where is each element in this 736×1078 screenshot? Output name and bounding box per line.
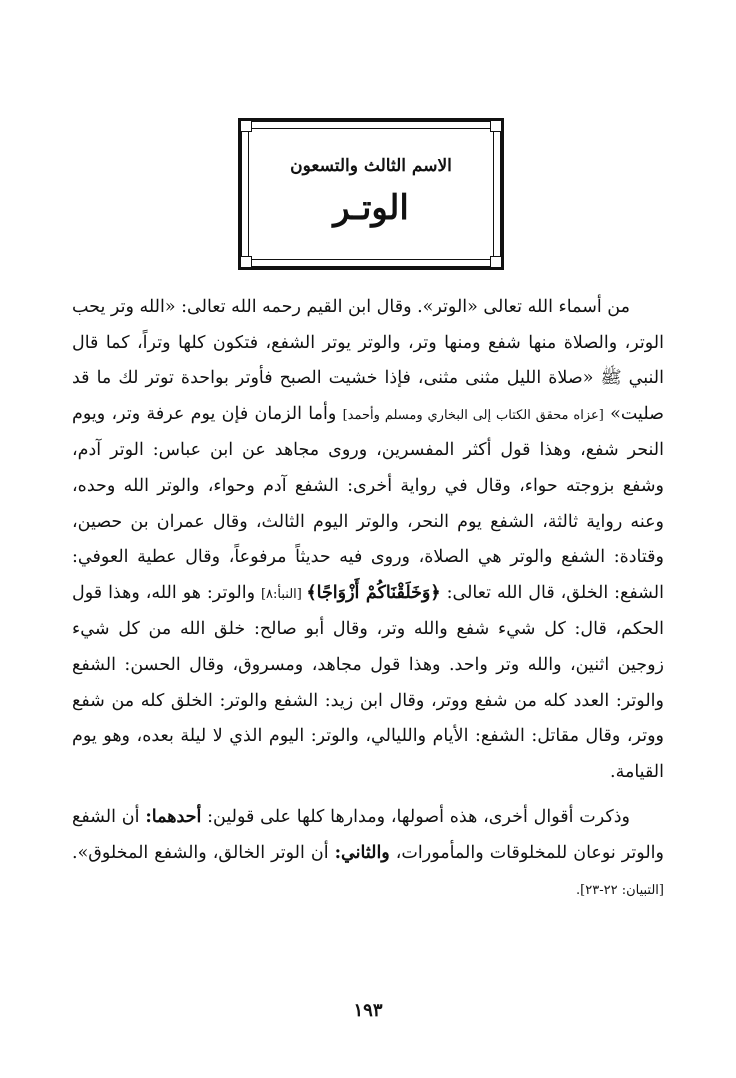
title-frame [238, 118, 504, 270]
paragraph-text: أن الوتر الخالق، والشفع المخلوق». [72, 842, 335, 863]
chapter-subtitle: الاسم الثالث والتسعون [290, 156, 452, 176]
paragraph-text: من أسماء الله تعالى «الوتر». وقال ابن القيم رحمه الله تعالى: «الله وتر يحب الوتر، والصلاة منها شفع ومنها وتر، والوتر يوتر الشفع، فتكون كلها وتراً، كما قال النبي ﷺ «صلاة الليل مثنى مثنى، فإذا خشيت الصبح فأوتر بواحدة توتر لك ما قد صليت» [72, 297, 664, 424]
page-number: ١٩٣ [353, 1000, 383, 1021]
chapter-title: الوتـر [333, 188, 409, 228]
emphasis-text: أحدهما: [145, 807, 202, 828]
body-text [72, 290, 664, 908]
paragraph [72, 800, 664, 908]
paragraph-text: والوتر: هو الله، وهذا قول الحكم، قال: كل شيء شفع والله وتر، وقال أبو صالح: خلق الله من كل شيء زوجين اثنين، والله وتر واحد. وهذا قول مجاهد، ومسروق، وقال الحسن: الشفع والوتر: العدد كله من شفع ووتر، وقال ابن زيد: الشفع والوتر: الخلق كله من شفع ووتر، وقال مقاتل: الشفع: الأيام والليالي، والوتر: اليوم الذي لا ليلة بعده، وهو يوم القيامة. [72, 582, 664, 782]
paragraph-text: وأما الزمان فإن يوم عرفة وتر، ويوم النحر شفع، وهذا قول أكثر المفسرين، وروى مجاهد عن ابن عباس: الوتر آدم، وشفع بزوجته حواء، وقال في رواية أخرى: الشفع آدم وحواء، والوتر الله وحده، وعنه رواية ثالثة، الشفع يوم النحر، والوتر اليوم الثالث، وقال عمران بن حصين، وقتادة: الشفع والوتر هي الصلاة، وروى فيه حديثاً مرفوعاً، وقال عطية العوفي: الشفع: الخلق، قال الله تعالى: [72, 403, 664, 603]
citation: [النبأ:٨] [260, 586, 307, 602]
quran-verse: ﴿وَخَلَقْنَاكُمْ أَزْوَاجًا﴾ [306, 582, 441, 603]
paragraph [72, 290, 664, 790]
citation: [عزاه محقق الكتاب إلى البخاري ومسلم وأحمد] [342, 407, 604, 423]
citation: [التبيان: ٢٢-٢٣]. [576, 882, 664, 898]
frame-corner-ornament [240, 256, 252, 268]
frame-corner-ornament [490, 120, 502, 132]
paragraph-text: وذكرت أقوال أخرى، هذه أصولها، ومدارها كلها على قولين: [201, 807, 630, 828]
emphasis-text: والثاني: [334, 842, 390, 863]
frame-corner-ornament [490, 256, 502, 268]
paragraph-text: أن الشفع والوتر نوعان للمخلوقات والمأمورات، [72, 807, 664, 863]
frame-corner-ornament [240, 120, 252, 132]
